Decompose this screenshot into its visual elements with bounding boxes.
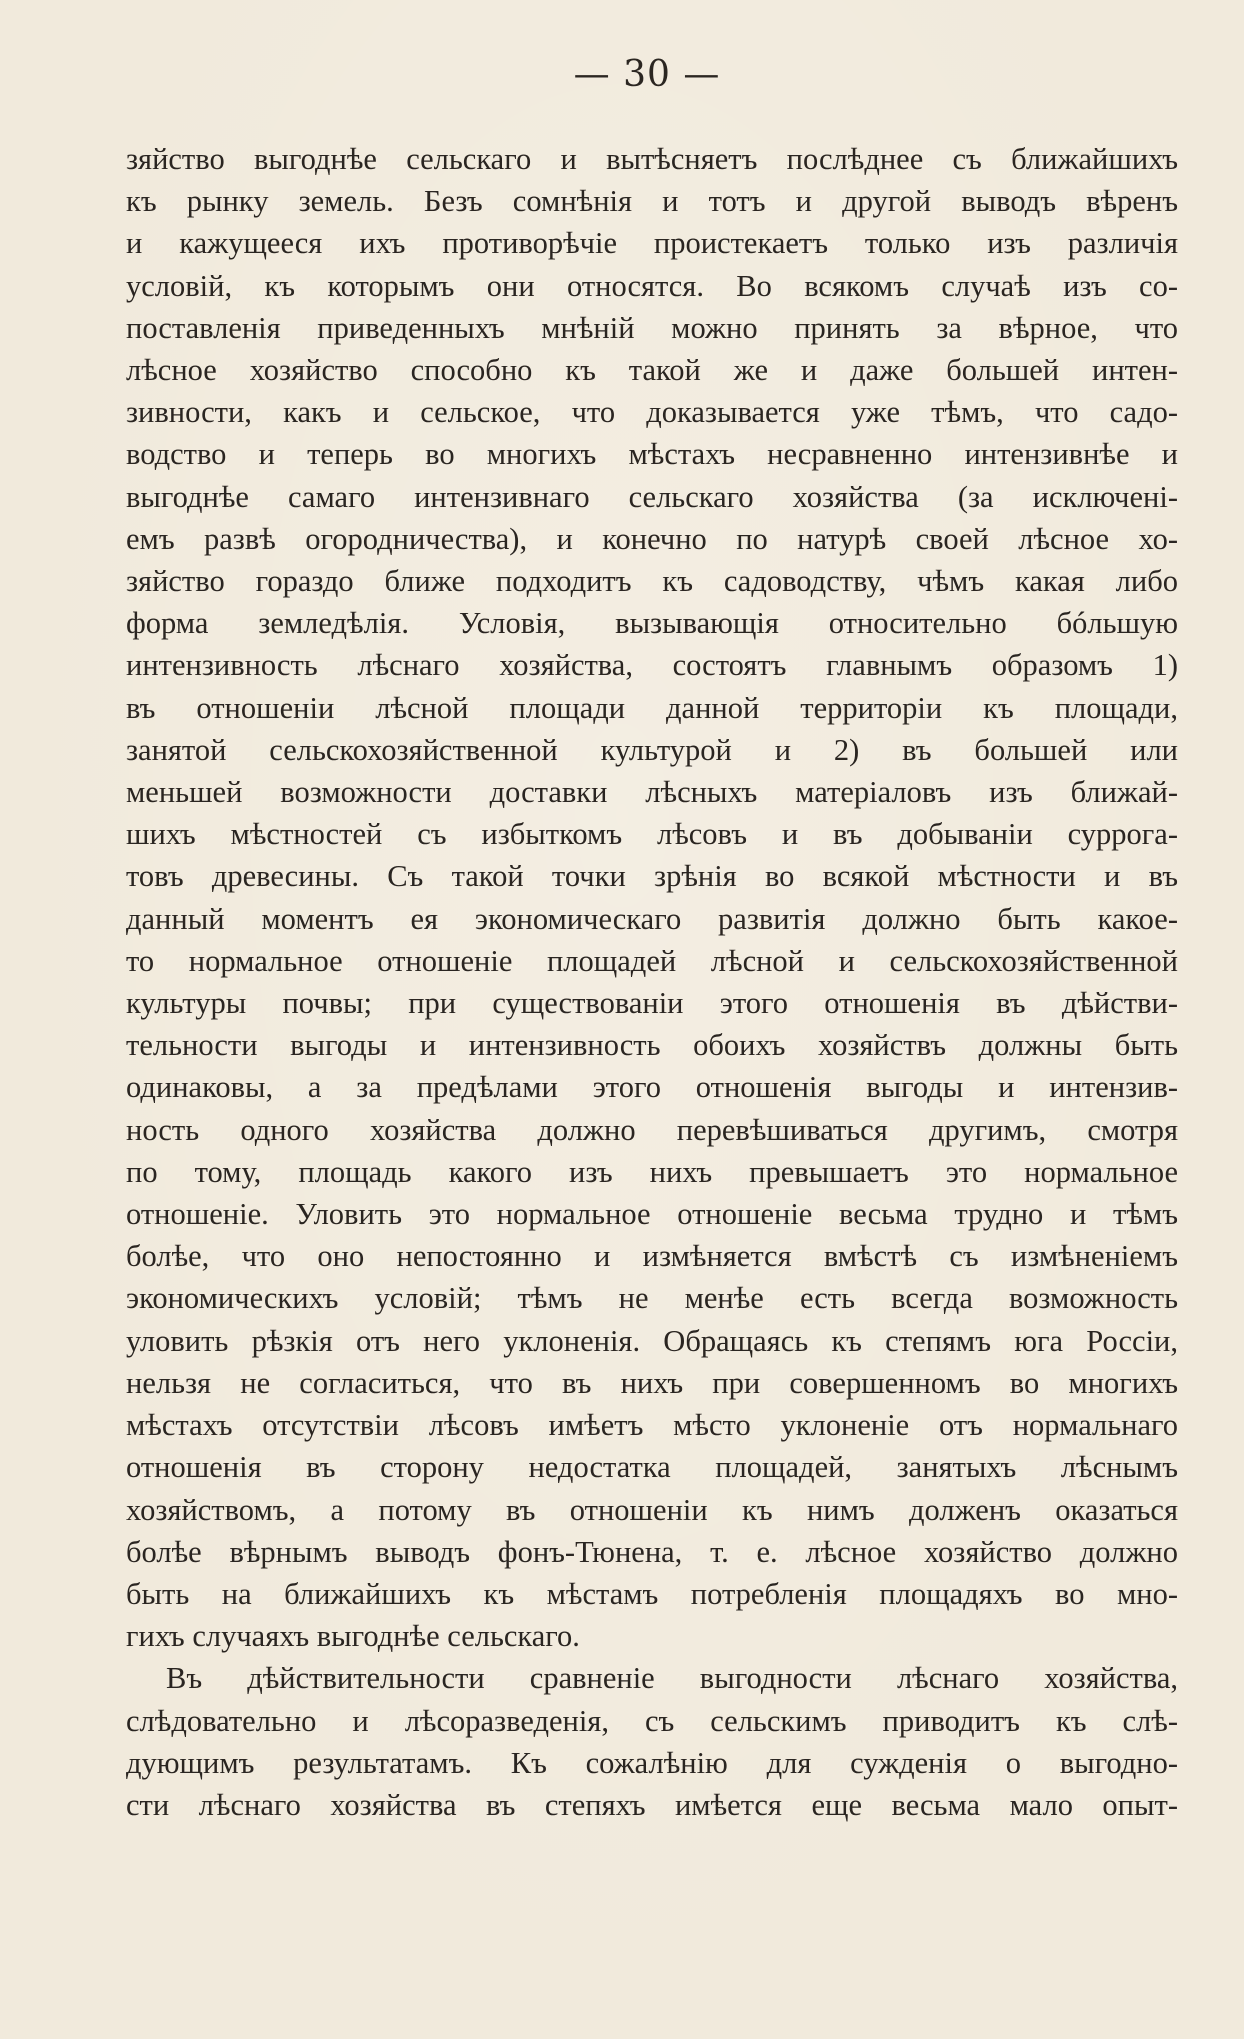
text-line-40: сти лѣснаго хозяйства въ степяхъ имѣется еще весьма мало опыт-	[126, 1787, 1178, 1822]
text-line-9: выгоднѣе самаго интензивнаго сельскаго хозяйства (за исключені-	[126, 479, 1178, 514]
text-line-36: гихъ случаяхъ выгоднѣе сельскаго.	[126, 1619, 580, 1654]
text-line-11: зяйство гораздо ближе подходитъ къ садоводству, чѣмъ какая либо	[126, 564, 1178, 599]
text-line-29: уловить рѣзкія отъ него уклоненія. Обращаясь къ степямъ юга Россіи,	[126, 1323, 1178, 1358]
text-line-8: водство и теперь во многихъ мѣстахъ несравненно интензивнѣе и	[126, 437, 1178, 472]
text-line-12: форма земледѣлія. Условія, вызывающія относительно бóльшую	[126, 606, 1178, 641]
text-line-16: меньшей возможности доставки лѣсныхъ матеріаловъ изъ ближай-	[126, 775, 1178, 810]
text-line-17: шихъ мѣстностей съ избыткомъ лѣсовъ и въ добываніи суррога-	[126, 817, 1178, 852]
text-line-28: экономическихъ условій; тѣмъ не менѣе есть всегда возможность	[126, 1281, 1178, 1316]
text-line-34: болѣе вѣрнымъ выводъ фонъ-Тюнена, т. е. лѣсное хозяйство должно	[126, 1534, 1178, 1569]
text-line-37: Въ дѣйствительности сравненіе выгодности лѣснаго хозяйства,	[166, 1661, 1178, 1696]
text-line-19: данный моментъ ея экономическаго развитія должно быть какое-	[126, 901, 1178, 936]
text-line-14: въ отношеніи лѣсной площади данной территоріи къ площади,	[126, 690, 1178, 725]
text-line-22: тельности выгоды и интензивность обоихъ хозяйствъ должны быть	[126, 1028, 1178, 1063]
text-line-26: отношеніе. Уловить это нормальное отношеніе весьма трудно и тѣмъ	[126, 1197, 1178, 1232]
text-line-32: отношенія въ сторону недостатка площадей, занятыхъ лѣснымъ	[126, 1450, 1178, 1485]
text-line-33: хозяйствомъ, а потому въ отношеніи къ нимъ долженъ оказаться	[126, 1492, 1178, 1527]
text-line-24: ность одного хозяйства должно перевѣшиваться другимъ, смотря	[126, 1112, 1178, 1147]
text-line-20: то нормальное отношеніе площадей лѣсной и сельскохозяйственной	[126, 943, 1178, 978]
text-line-7: зивности, какъ и сельское, что доказывается уже тѣмъ, что садо-	[126, 395, 1178, 430]
text-line-13: интензивность лѣснаго хозяйства, состоятъ главнымъ образомъ 1)	[126, 648, 1178, 683]
page-number: — 30 —	[573, 54, 721, 95]
text-line-18: товъ древесины. Съ такой точки зрѣнія во всякой мѣстности и въ	[126, 859, 1178, 894]
text-line-30: нельзя не согласиться, что въ нихъ при совершенномъ во многихъ	[126, 1365, 1178, 1400]
text-line-31: мѣстахъ отсутствіи лѣсовъ имѣетъ мѣсто уклоненіе отъ нормальнаго	[126, 1408, 1178, 1443]
text-line-38: слѣдовательно и лѣсоразведенія, съ сельскимъ приводитъ къ слѣ-	[126, 1703, 1178, 1738]
text-line-15: занятой сельскохозяйственной культурой и 2) въ большей или	[126, 732, 1178, 767]
text-line-4: условій, къ которымъ они относятся. Во всякомъ случаѣ изъ со-	[126, 268, 1178, 303]
text-line-3: и кажущееся ихъ противорѣчіе проистекаетъ только изъ различія	[126, 226, 1178, 261]
text-line-39: дующимъ результатамъ. Къ сожалѣнію для сужденія о выгодно-	[126, 1745, 1178, 1780]
text-line-10: емъ развѣ огородничества), и конечно по натурѣ своей лѣсное хо-	[126, 521, 1178, 556]
text-line-23: одинаковы, а за предѣлами этого отношенія выгоды и интензив-	[126, 1070, 1178, 1105]
text-line-25: по тому, площадь какого изъ нихъ превышаетъ это нормальное	[126, 1154, 1178, 1189]
text-line-21: культуры почвы; при существованіи этого отношенія въ дѣйстви-	[126, 986, 1178, 1021]
text-line-5: поставленія приведенныхъ мнѣній можно принять за вѣрное, что	[126, 310, 1178, 345]
text-line-2: къ рынку земель. Безъ сомнѣнія и тотъ и другой выводъ вѣренъ	[126, 184, 1178, 219]
text-line-35: быть на ближайшихъ къ мѣстамъ потребленія площадяхъ во мно-	[126, 1576, 1178, 1611]
text-line-27: болѣе, что оно непостоянно и измѣняется вмѣстѣ съ измѣненіемъ	[126, 1239, 1178, 1274]
text-line-1: зяйство выгоднѣе сельскаго и вытѣсняетъ послѣднее съ ближайшихъ	[126, 142, 1178, 176]
text-line-6: лѣсное хозяйство способно къ такой же и даже большей интен-	[126, 353, 1178, 388]
body-text	[126, 138, 1178, 1826]
